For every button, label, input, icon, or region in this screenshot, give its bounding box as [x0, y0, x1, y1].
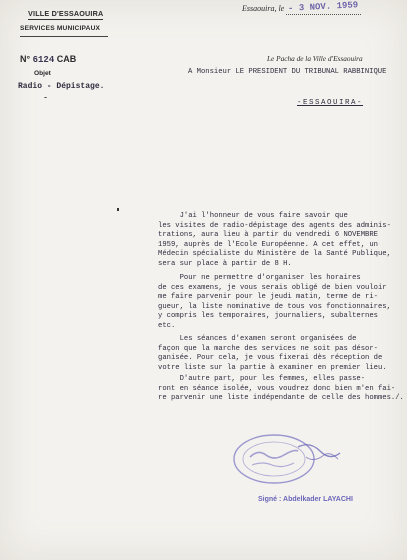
letterhead-city: VILLE D'ESSAOUIRA [28, 9, 104, 18]
body-paragraph-4: D'autre part, pour les femmes, elles passe- ront en séance isolée, vous voudrez donc bien m'en fai- re parvenir une liste indépendante de celle des hommes./. [158, 375, 404, 403]
letterhead-services: SERVICES MUNICIPAUX [20, 25, 101, 32]
dateline-rule [286, 14, 361, 15]
reference-suffix: CAB [56, 54, 77, 64]
sender-line: Le Pacha de la Ville d'Essaouira [267, 54, 363, 63]
letterhead-divider [20, 36, 108, 37]
official-stamp-icon [228, 427, 346, 489]
signature-line: Signé : Abdelkader LAYACHI [258, 496, 353, 503]
addressee-line: A Monsieur LE PRESIDENT DU TRIBUNAL RABBINIQUE [188, 68, 387, 76]
reference-value: 6124 [32, 55, 55, 65]
body-paragraph-2: Pour ne permettre d'organiser les horaires de ces examens, je vous serais obligé de bien vouloir me faire parvenir pour le jeudi matin, terme de ri- gueur, la liste nominative de tous vos fonctionnaires, y compris les temporaires, journaliers, subalternes etc. [158, 274, 391, 330]
objet-value: Radio - Dépistage. [18, 82, 105, 91]
ink-speck [117, 208, 119, 211]
body-paragraph-3: Les séances d'examen seront organisées de façon que la marche des services ne soit pas désor- ganisée. Pour cela, je vous fixerai dès réception de votre liste sur la partie à examiner en premier lieu. [158, 335, 387, 372]
addressee-city: -ESSAOUIRA- [297, 99, 364, 107]
date-stamp: - 3 NOV. 1959 [287, 0, 359, 14]
body-paragraph-1: J'ai l'honneur de vous faire savoir que les visites de radio-dépistage des agents des adminis- trations, aura lieu à partir du vendredi 6 NOVEMBRE 1959, auprès de l'Ecole Européenne. A cet effet, un Médecin spécialiste du Ministère de la Santé Publique, sera sur place à partir de 8 H. [158, 212, 391, 268]
reference-number [20, 54, 76, 65]
dash-mark: - [44, 92, 47, 102]
reference-prefix: N° [20, 54, 31, 64]
dateline-place: Essaouira, le [242, 4, 285, 13]
objet-label: Objet [34, 70, 51, 77]
